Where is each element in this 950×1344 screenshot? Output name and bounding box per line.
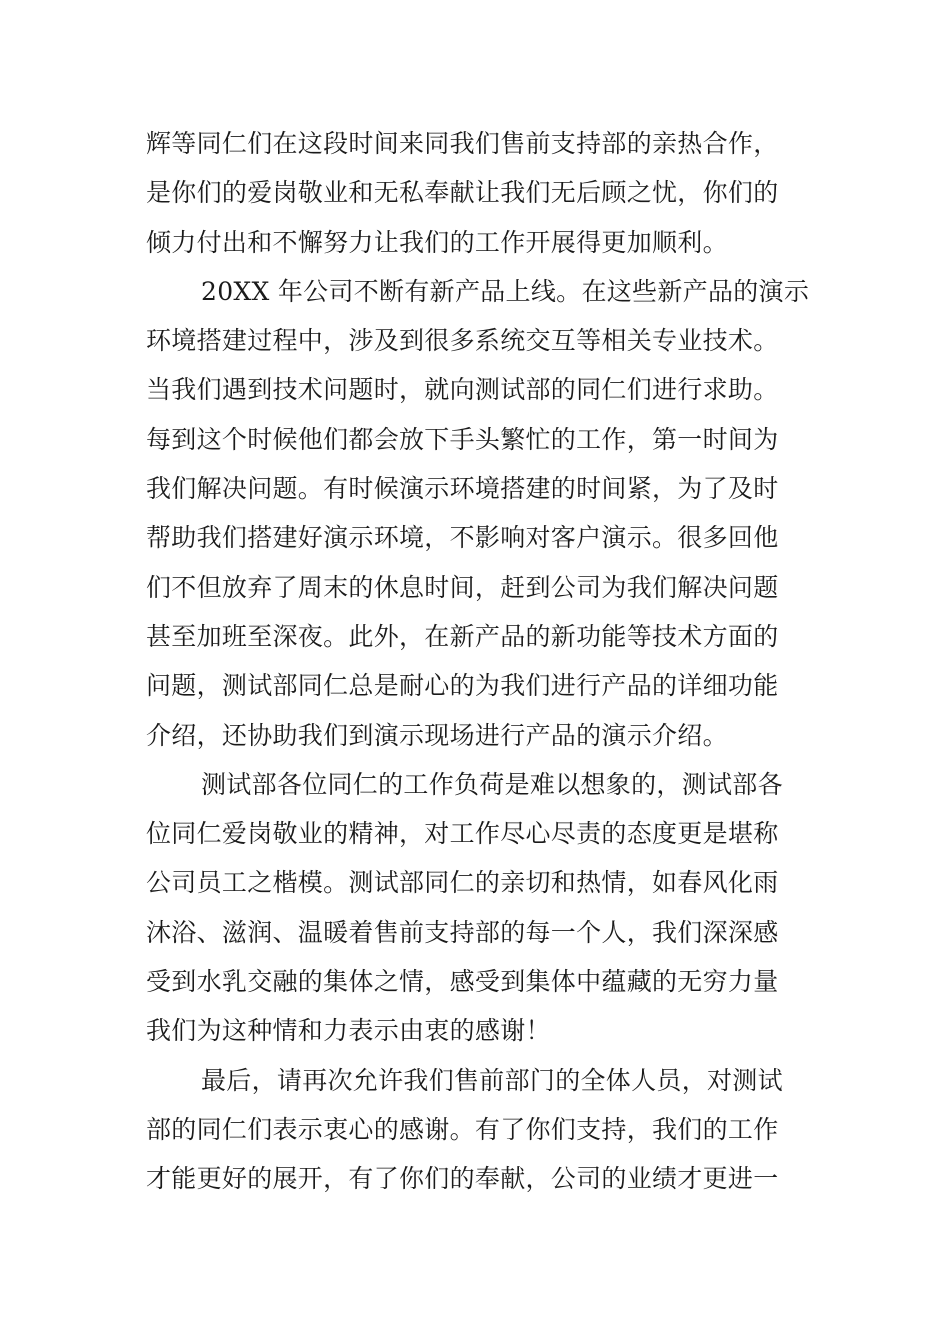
text-line: 我们解决问题。有时候演示环境搭建的时间紧，为了及时 (146, 474, 779, 504)
text-line: 受到水乳交融的集体之情，感受到集体中蕴藏的无穷力量 (146, 967, 779, 997)
text-line: 环境搭建过程中，涉及到很多系统交互等相关专业技术。 (146, 326, 779, 356)
text-line: 我们为这种情和力表示由衷的感谢！ (146, 1016, 551, 1046)
text-line: 倾力付出和不懈努力让我们的工作开展得更加顺利。 (146, 227, 728, 257)
text-line: 位同仁爱岗敬业的精神，对工作尽心尽责的态度更是堪称 (146, 819, 779, 849)
text-line: 部的同仁们表示衷心的感谢。有了你们支持，我们的工作 (146, 1114, 779, 1144)
text-line: 介绍，还协助我们到演示现场进行产品的演示介绍。 (146, 720, 728, 750)
text-line: 公司员工之楷模。测试部同仁的亲切和热情，如春风化雨 (146, 868, 779, 898)
paragraph-start-line: 测试部各位同仁的工作负荷是难以想象的，测试部各 (201, 769, 783, 799)
text-line: 才能更好的展开，有了你们的奉献，公司的业绩才更进一 (146, 1164, 779, 1194)
text-line: 帮助我们搭建好演示环境，不影响对客户演示。很多回他 (146, 523, 779, 553)
text-line: 问题，测试部同仁总是耐心的为我们进行产品的详细功能 (146, 671, 779, 701)
text-line: 辉等同仁们在这段时间来同我们售前支持部的亲热合作， (146, 129, 779, 158)
document-body (146, 126, 808, 1211)
text-line: 是你们的爱岗敬业和无私奉献让我们无后顾之忧，你们的 (146, 178, 779, 208)
text-line: 每到这个时候他们都会放下手头繁忙的工作，第一时间为 (146, 424, 779, 454)
paragraph-start-line: 最后，请再次允许我们售前部门的全体人员，对测试 (201, 1065, 783, 1095)
text-line: 们不但放弃了周末的休息时间，赶到公司为我们解决问题 (146, 572, 779, 602)
paragraph-start-line: 20XX 年公司不断有新产品上线。在这些新产品的演示 (201, 276, 810, 306)
text-line: 沐浴、滋润、温暖着售前支持部的每一个人，我们深深感 (146, 917, 779, 947)
text-line: 甚至加班至深夜。此外，在新产品的新功能等技术方面的 (146, 621, 779, 651)
text-line: 当我们遇到技术问题时，就向测试部的同仁们进行求助。 (146, 375, 779, 405)
